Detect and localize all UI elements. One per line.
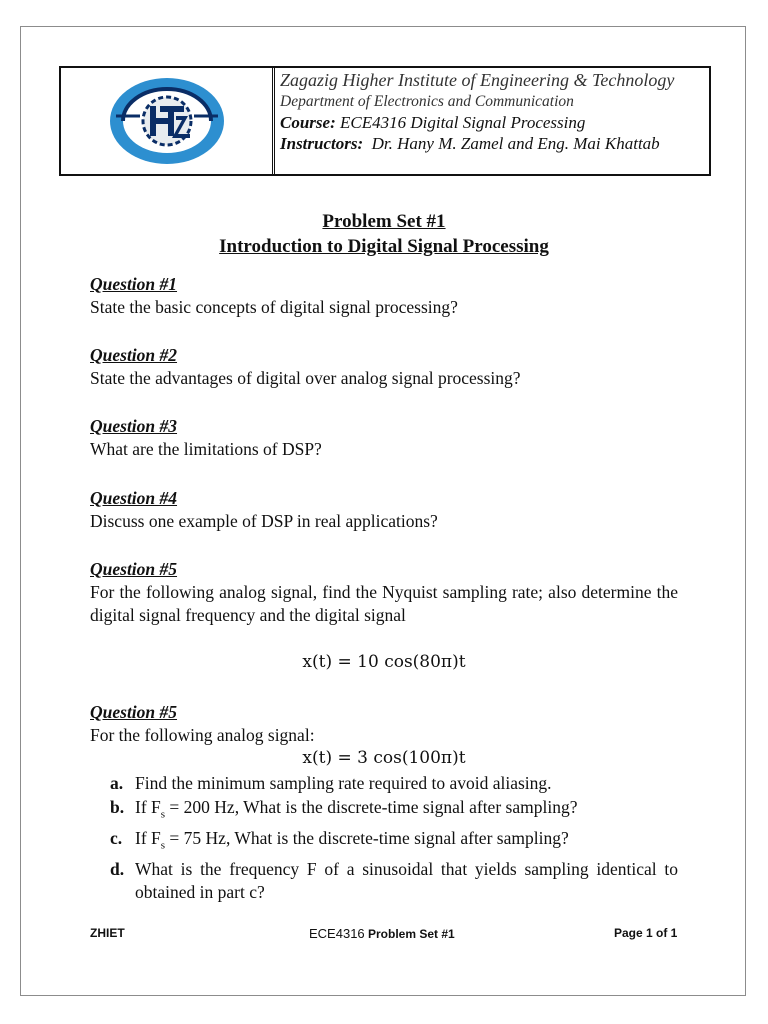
part-label: c. bbox=[110, 827, 123, 848]
question-3 bbox=[90, 415, 678, 461]
question-text: What are the limitations of DSP? bbox=[90, 439, 322, 459]
footer-center: ECE4316 Problem Set #1 bbox=[309, 926, 455, 941]
question-text: State the basic concepts of digital signal processing? bbox=[90, 297, 458, 317]
part-c bbox=[110, 827, 678, 858]
question-parts bbox=[110, 772, 678, 905]
part-text: What is the frequency F of a sinusoidal that yields sampling identical to obtained in part c? bbox=[135, 858, 678, 902]
question-heading: Question #2 bbox=[90, 345, 178, 365]
part-text: If $F_s = 200$ Hz, What is the discrete-time signal after sampling? bbox=[135, 796, 578, 820]
instructors-line bbox=[280, 133, 709, 154]
question-heading: Question #4 bbox=[90, 488, 178, 508]
question-5a bbox=[90, 558, 678, 627]
instructors-names: Dr. Hany M. Zamel and Eng. Mai Khattab bbox=[371, 134, 660, 153]
part-label: b. bbox=[110, 796, 125, 817]
part-d bbox=[110, 858, 678, 905]
part-label: a. bbox=[110, 773, 124, 793]
part-text: If $F_s = 75$ Hz, What is the discrete-time signal after sampling? bbox=[135, 827, 569, 851]
instructors-label: Instructors: bbox=[280, 134, 364, 153]
header-table bbox=[59, 66, 711, 176]
department-name: Department of Electronics and Communication bbox=[280, 93, 574, 110]
question-heading: Question #3 bbox=[90, 416, 178, 436]
part-label: d. bbox=[110, 858, 125, 879]
question-1 bbox=[90, 273, 678, 319]
header-info bbox=[275, 68, 709, 174]
question-heading: Question #1 bbox=[90, 274, 178, 294]
institute-logo-cell bbox=[61, 68, 275, 174]
question-text: For the following analog signal, find the Nyquist sampling rate; also determine the digital signal frequency and the digital signal bbox=[90, 582, 678, 625]
part-a bbox=[110, 772, 678, 796]
institute-logo-icon bbox=[108, 76, 226, 166]
question-4 bbox=[90, 487, 678, 533]
part-b bbox=[110, 796, 678, 827]
question-text: Discuss one example of DSP in real applications? bbox=[90, 511, 438, 531]
course-subtitle: Introduction to Digital Signal Processing bbox=[219, 236, 549, 257]
part-text: Find the minimum sampling rate required to avoid aliasing. bbox=[135, 773, 552, 793]
question-text: For the following analog signal: bbox=[90, 725, 315, 745]
problem-set-title: Problem Set #1 bbox=[322, 211, 446, 232]
institute-name: Zagazig Higher Institute of Engineering & Technology bbox=[280, 70, 675, 90]
question-heading: Question #5 bbox=[90, 559, 178, 579]
footer-page-number: Page 1 of 1 bbox=[614, 926, 678, 940]
question-text: State the advantages of digital over analog signal processing? bbox=[90, 368, 521, 388]
course-line bbox=[280, 112, 709, 133]
question-heading: Question #5 bbox=[90, 702, 178, 722]
course-label: Course: bbox=[280, 113, 336, 132]
course-name: ECE4316 Digital Signal Processing bbox=[339, 113, 586, 132]
equation-1: x(t) = 10 cos(80π)t bbox=[302, 652, 466, 672]
footer-left: ZHIET bbox=[90, 926, 125, 940]
question-2 bbox=[90, 344, 678, 390]
question-5b bbox=[90, 701, 678, 747]
equation-2: x(t) = 3 cos(100π)t bbox=[302, 748, 466, 768]
